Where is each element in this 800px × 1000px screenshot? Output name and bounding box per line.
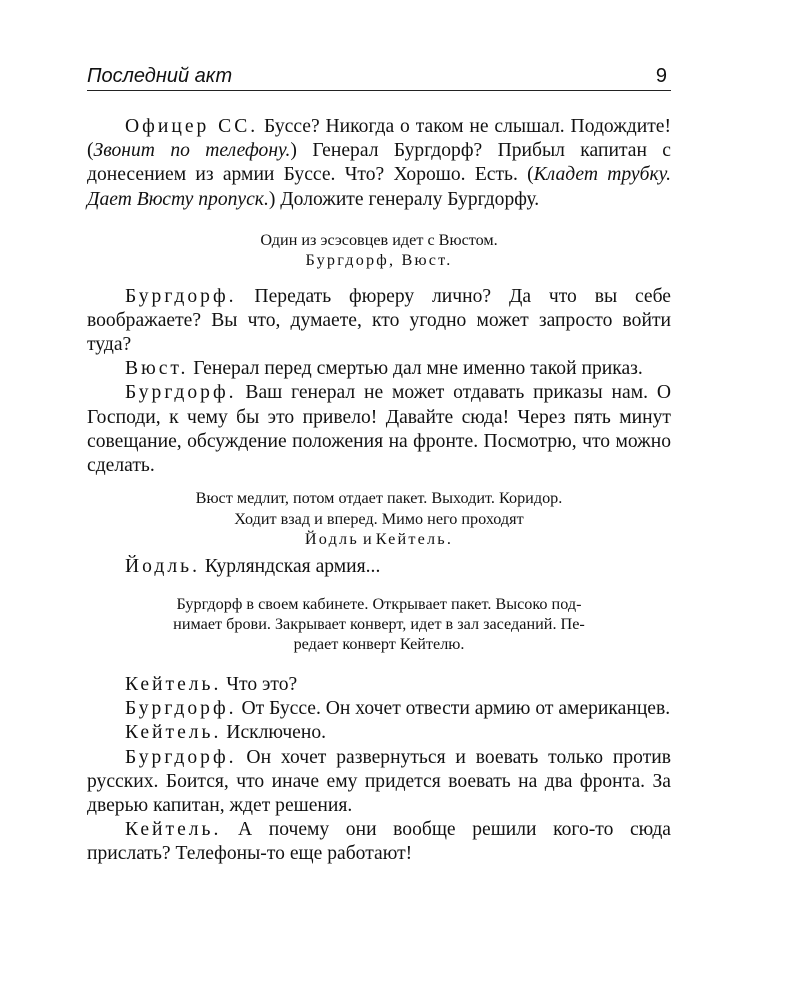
stage-line bbox=[87, 634, 671, 654]
dialogue-text: ) Генерал Бургдорф? Прибыл капитан с донесением из армии Буссе. Что? Хорошо. Есть. ( bbox=[87, 140, 671, 186]
dialogue-paragraph bbox=[87, 746, 671, 819]
stage-line bbox=[87, 614, 671, 634]
speaker-name: Йодль. bbox=[125, 556, 200, 578]
dialogue-paragraph bbox=[87, 818, 671, 866]
dialogue-paragraph bbox=[87, 381, 671, 478]
dialogue-paragraph bbox=[87, 673, 671, 697]
dialogue-text: А почему они вообще решили кого-то сюда прислать? Телефоны-то еще работают! bbox=[87, 819, 671, 865]
dialogue-text: ) Доложите генералу Бургдорфу. bbox=[268, 188, 540, 210]
page-body bbox=[87, 115, 671, 867]
stage-text: Ходит взад и вперед. Мимо него проходят bbox=[234, 509, 524, 528]
dialogue-text: Он хочет развернуться и воевать только против русских. Боится, что иначе ему придется воевать на два фронта. За дверью капитан, ждет решения. bbox=[87, 746, 671, 816]
dialogue-paragraph bbox=[87, 285, 671, 358]
stage-character: Кейтель. bbox=[375, 530, 454, 549]
stage-line bbox=[87, 594, 671, 614]
dialogue-paragraph bbox=[87, 697, 671, 721]
stage-text: нимает брови. Закрывает конверт, идет в зал заседаний. Пе- bbox=[173, 615, 585, 634]
dialogue-text: Генерал перед смертью дал мне именно такой приказ. bbox=[188, 358, 643, 380]
dialogue-text: Что это? bbox=[221, 673, 298, 695]
running-title: Последний акт bbox=[87, 65, 233, 87]
stage-text: Вюст медлит, потом отдает пакет. Выходит. Коридор. bbox=[195, 489, 563, 508]
stage-remark: Кладет трубку. Дает Вюсту пропуск. bbox=[87, 164, 671, 210]
stage-text: редает конверт Кейтелю. bbox=[293, 635, 465, 654]
speaker-name: Кейтель. bbox=[125, 673, 222, 695]
speaker-name: Бургдорф. bbox=[125, 746, 237, 768]
dialogue-text: Буссе? Никогда о таком не слышал. Подождите! ( bbox=[87, 116, 671, 162]
dialogue-text: От Буссе. Он хочет отвести армию от американцев. bbox=[236, 698, 671, 720]
dialogue-text: Передать фюреру лично? Да что вы себе воображаете? Вы что, думаете, кто угодно может запросто войти туда? bbox=[87, 285, 671, 356]
speaker-name: Бургдорф. bbox=[125, 285, 237, 307]
stage-character: Йодль bbox=[304, 530, 359, 549]
stage-character: Бургдорф, Вюст. bbox=[305, 251, 453, 270]
dialogue-text: Ваш генерал не может отдавать приказы нам. О Господи, к чему бы это привело! Давайте сюда! Через пять минут совещание, обсуждение положения на фронте. Посмотрю, что можно сделать. bbox=[87, 382, 671, 477]
stage-direction bbox=[87, 230, 671, 271]
stage-line bbox=[87, 230, 671, 250]
dialogue-text: Исключено. bbox=[221, 722, 327, 744]
speaker-name: Кейтель. bbox=[125, 722, 222, 744]
stage-text: Бургдорф в своем кабинете. Открывает пакет. Высоко под- bbox=[176, 594, 582, 613]
book-page bbox=[87, 62, 671, 867]
speaker-name: Офицер СС. bbox=[125, 116, 259, 137]
page-number: 9 bbox=[655, 65, 667, 87]
stage-direction bbox=[87, 594, 671, 655]
dialogue-text: Курляндская армия... bbox=[199, 556, 381, 578]
speaker-name: Бургдорф. bbox=[125, 698, 237, 720]
stage-line bbox=[87, 488, 671, 508]
speaker-name: Кейтель. bbox=[125, 819, 222, 841]
stage-line bbox=[87, 529, 671, 549]
stage-line bbox=[87, 509, 671, 529]
dialogue-paragraph bbox=[87, 555, 671, 579]
stage-text: и bbox=[358, 530, 376, 549]
stage-remark: Звонит по телефону. bbox=[93, 140, 291, 162]
stage-line bbox=[87, 250, 671, 270]
stage-direction bbox=[87, 488, 671, 549]
dialogue-paragraph bbox=[87, 357, 671, 381]
running-header bbox=[87, 62, 671, 91]
speaker-name: Бургдорф. bbox=[125, 382, 237, 404]
stage-text: Один из эсэсовцев идет с Вюстом. bbox=[260, 230, 498, 249]
dialogue-paragraph bbox=[87, 115, 671, 212]
speaker-name: Вюст. bbox=[125, 358, 189, 380]
dialogue-paragraph bbox=[87, 721, 671, 745]
